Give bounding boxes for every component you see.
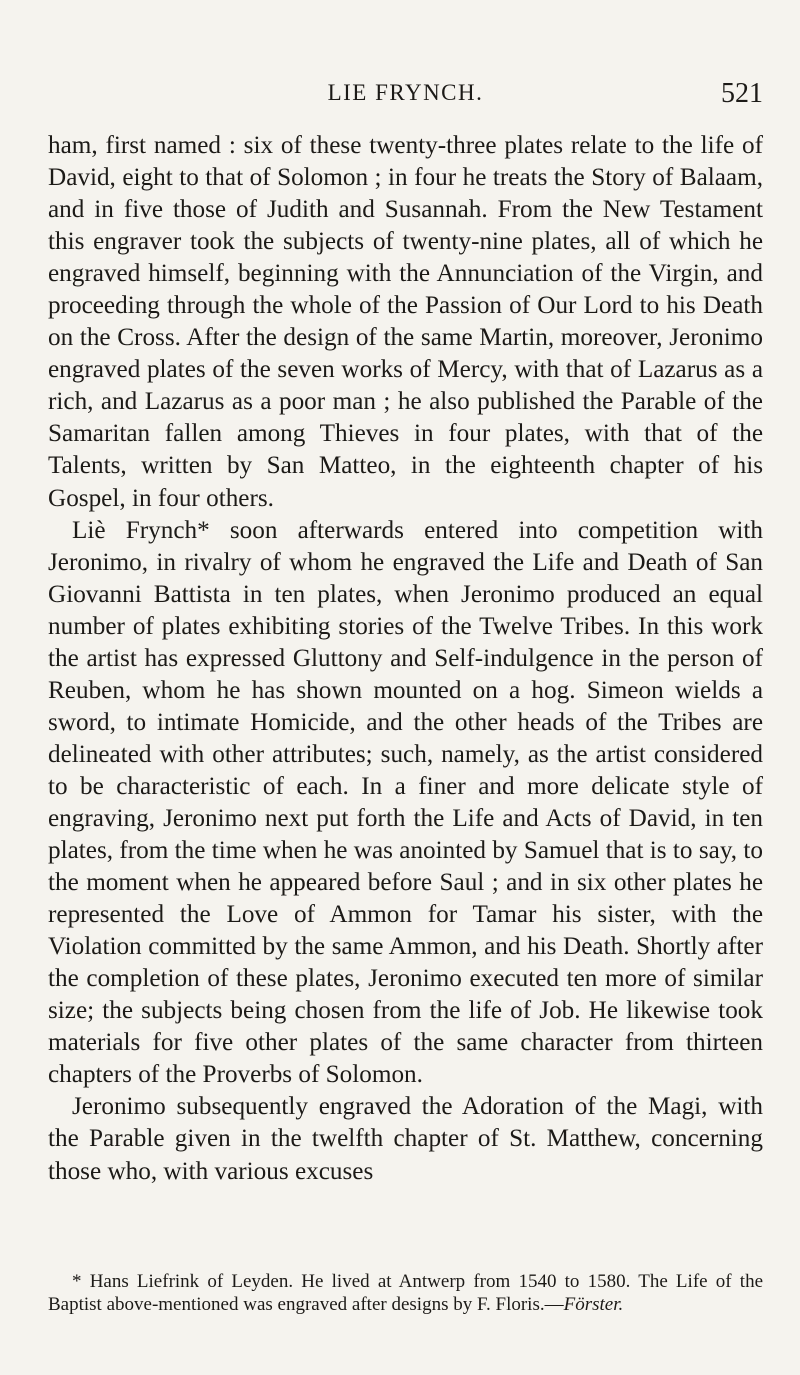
paragraph-continued: ham, first named : six of these twenty-three plates relate to the life of David, eight to that of Solomon ; in four he treats the Story of Balaam, and in five those of Judith and Susannah. From the New Testament this engraver took the subjects of twenty-nine plates, all of which he engraved himself, beginning with the Annunciation of the Virgin, and proceeding through the whole of the Passion of Our Lord to his Death on the Cross. After the design of the same Martin, moreover, Jeronimo engraved plates of the seven works of Mercy, with that of Lazarus as a rich, and Lazarus as a poor man ; he also published the Parable of the Samaritan fallen among Thieves in four plates, with that of the Talents, written by San Matteo, in the eighteenth chapter of his Gospel, in four others.	[48, 132, 763, 512]
footnote	[48, 1270, 763, 1316]
body-text	[48, 130, 763, 1188]
paragraph-jeronimo-adoration: Jeronimo subsequently engraved the Adoration of the Magi, with the Parable given in the twelfth chapter of St. Matthew, concerning those who, with various excuses	[48, 1093, 763, 1185]
footnote-attribution: Förster.	[563, 1294, 624, 1315]
paragraph-lie-frynch: Liè Frynch* soon afterwards entered into competition with Jeronimo, in rivalry of whom he engraved the Life and Death of San Giovanni Battista in ten plates, when Jeronimo produced an equal number of plates exhibiting stories of the Twelve Tribes. In this work the artist has expressed Gluttony and Self-indulgence in the person of Reuben, whom he has shown mounted on a hog. Simeon wields a sword, to intimate Homicide, and the other heads of the Tribes are delineated with other attributes; such, namely, as the artist considered to be characteristic of each. In a finer and more delicate style of engraving, Jeronimo next put forth the Life and Acts of David, in ten plates, from the time when he was anointed by Samuel that is to say, to the moment when he appeared before Saul ; and in six other plates he represented the Love of Ammon for Tamar his sister, with the Violation committed by the same Ammon, and his Death. Shortly after the completion of these plates, Jeronimo executed ten more of similar size; the subjects being chosen from the life of Job. He likewise took materials for five other plates of the same character from thirteen chapters of the Proverbs of Solomon.	[48, 516, 763, 1089]
footnote-body: * Hans Liefrink of Leyden. He lived at Antwerp from 1540 to 1580. The Life of the Baptist above-mentioned was engraved after designs by F. Floris.—	[48, 1271, 763, 1315]
footnote-text	[48, 1270, 763, 1316]
page-number: 521	[721, 78, 763, 109]
page-header	[48, 80, 763, 120]
running-head: LIE FRYNCH.	[327, 80, 484, 105]
